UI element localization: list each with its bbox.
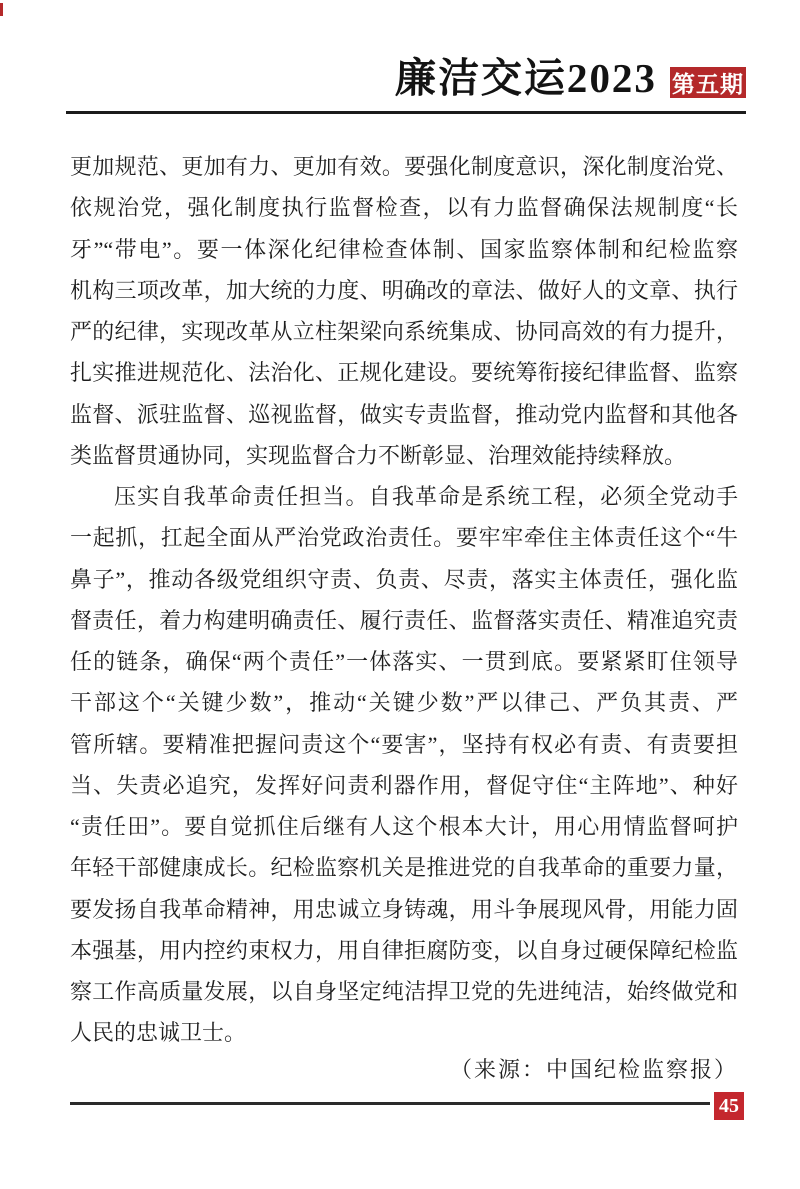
body-text-line: 干部这个“关键少数”，推动“关键少数”严以律己、严负其责、严 xyxy=(70,690,738,716)
body-text-line: 鼻子”，推动各级党组织守责、负责、尽责，落实主体责任，强化监 xyxy=(70,566,738,592)
body-text-line: 更加规范、更加有力、更加有效。要强化制度意识，深化制度治党、 xyxy=(70,154,738,179)
corner-red-mark xyxy=(0,3,3,16)
body-text-line: 察工作高质量发展，以自身坚定纯洁捍卫党的先进纯洁，始终做党和 xyxy=(70,979,738,1004)
footer-rule xyxy=(70,1102,710,1105)
header-rule xyxy=(66,111,746,114)
body-text-line: 任的链条，确保“两个责任”一体落实、一贯到底。要紧紧盯住领导 xyxy=(70,649,738,674)
body-text-line: 当、失责必追究，发挥好问责利器作用，督促守住“主阵地”、种好 xyxy=(70,772,738,798)
body-text-line: 压实自我革命责任担当。自我革命是系统工程，必须全党动手 xyxy=(114,484,738,509)
body-text-line: “责任田”。要自觉抓住后继有人这个根本大计，用心用情监督呵护 xyxy=(70,814,738,839)
body-text-line: 监督、派驻监督、巡视监督，做实专责监督，推动党内监督和其他各 xyxy=(70,401,738,427)
body-text-line: 扎实推进规范化、法治化、正规化建设。要统筹衔接纪律监督、监察 xyxy=(70,360,738,386)
article-body xyxy=(70,146,738,1090)
body-text-line: 本强基，用内控约束权力，用自律拒腐防变，以自身过硬保障纪检监 xyxy=(70,937,738,963)
body-text-line: 机构三项改革，加大统的力度、明确改的章法、做好人的文章、执行 xyxy=(70,277,738,303)
body-text-line: 年轻干部健康成长。纪检监察机关是推进党的自我革命的重要力量， xyxy=(70,855,738,881)
body-text-line: 督责任，着力构建明确责任、履行责任、监督落实责任、精准追究责 xyxy=(70,607,738,633)
body-text-line: 严的纪律，实现改革从立柱架梁向系统集成、协同高效的有力提升， xyxy=(70,319,738,344)
page-number-badge: 45 xyxy=(714,1092,744,1120)
body-text-line: 一起抓，扛起全面从严治党政治责任。要牢牢牵住主体责任这个“牛 xyxy=(70,525,738,551)
issue-badge: 第五期 xyxy=(670,67,746,98)
body-text-line: 人民的忠诚卫士。 xyxy=(70,1020,247,1046)
body-text-line: 管所辖。要精准把握问责这个“要害”，坚持有权必有责、有责要担 xyxy=(70,731,738,757)
body-text-line: 依规治党，强化制度执行监督检查，以有力监督确保法规制度“长 xyxy=(70,195,738,221)
source-credit: （来源：中国纪检监察报） xyxy=(449,1056,738,1082)
journal-title: 廉洁交运2023 xyxy=(394,55,658,101)
body-text-line: 类监督贯通协同，实现监督合力不断彰显、治理效能持续释放。 xyxy=(70,442,687,468)
body-text-line: 要发扬自我革命精神，用忠诚立身铸魂，用斗争展现风骨，用能力固 xyxy=(70,896,738,922)
body-text-line: 牙”“带电”。要一体深化纪律检查体制、国家监察体制和纪检监察 xyxy=(70,236,738,262)
page-header xyxy=(394,55,746,101)
